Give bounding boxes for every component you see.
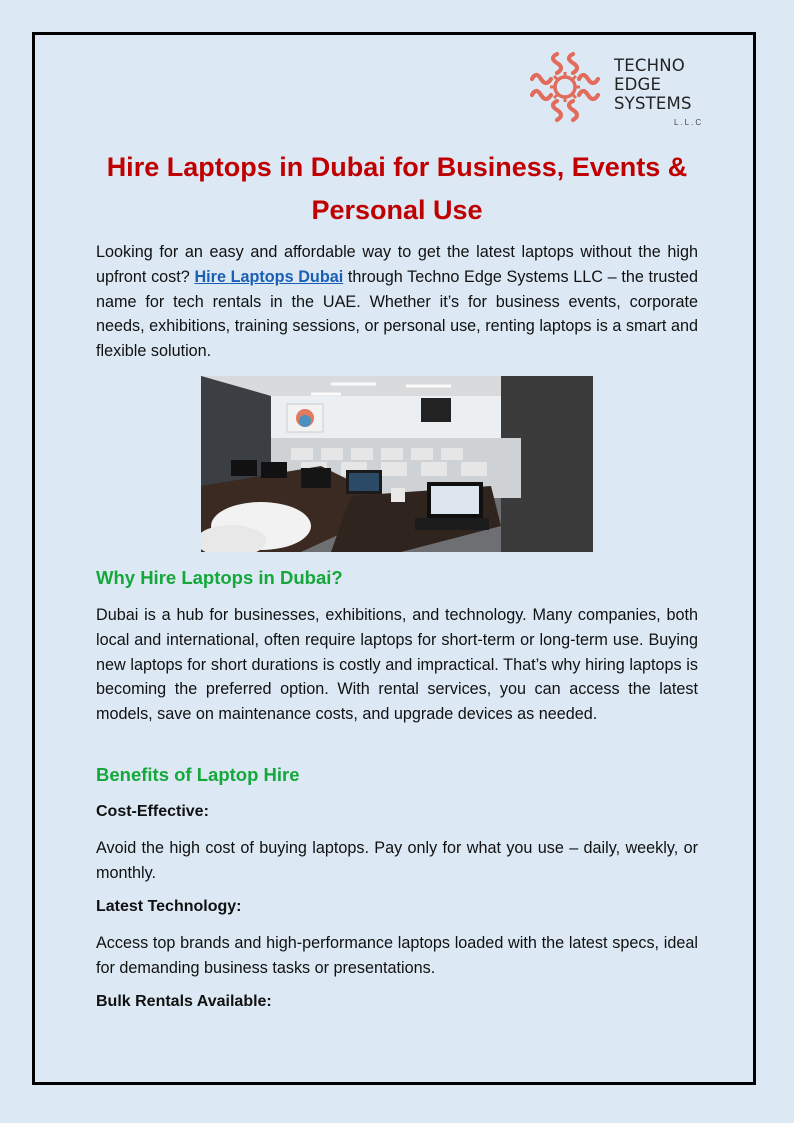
section-heading-why-hire: Why Hire Laptops in Dubai? bbox=[96, 567, 343, 588]
logo-mark-icon bbox=[524, 46, 606, 128]
intro-text-before: Looking for an easy and affordable way to get the latest laptops without the high upfront cost? bbox=[96, 243, 698, 286]
classroom-laptops-photo bbox=[201, 376, 593, 552]
benefit-title-bulk-rentals: Bulk Rentals Available: bbox=[96, 993, 272, 1010]
logo-line-edge: EDGE bbox=[614, 75, 662, 94]
company-logo bbox=[524, 44, 704, 130]
hire-laptops-dubai-link[interactable]: Hire Laptops Dubai bbox=[194, 267, 344, 286]
logo-line-techno: TECHNO bbox=[614, 56, 685, 75]
benefit-body-latest-technology: Access top brands and high-performance laptops loaded with the latest specs, ideal for demanding business tasks or presentations. bbox=[96, 934, 698, 977]
benefit-title-cost-effective: Cost-Effective: bbox=[96, 803, 209, 820]
logo-line-systems: SYSTEMS bbox=[614, 94, 692, 113]
section-heading-benefits: Benefits of Laptop Hire bbox=[96, 764, 300, 785]
benefit-title-latest-technology: Latest Technology: bbox=[96, 898, 242, 915]
benefit-body-cost-effective: Avoid the high cost of buying laptops. Pay only for what you use – daily, weekly, or monthly. bbox=[96, 839, 698, 882]
intro-paragraph bbox=[96, 240, 698, 364]
page-title: Hire Laptops in Dubai for Business, Events & Personal Use bbox=[106, 152, 688, 225]
why-hire-paragraph: Dubai is a hub for businesses, exhibitions, and technology. Many companies, both local and international, often require laptops for short-term or long-term use. Buying new laptops for short durations is costly and impractical. That’s why hiring laptops is becoming the preferred option. With rental services, you can access the latest models, save on maintenance costs, and upgrade devices as needed. bbox=[96, 606, 698, 724]
intro-text-after: through Techno Edge Systems LLC – the trusted name for tech rentals in the UAE. Whether it’s for business events, corporate needs, exhibitions, training sessions, or personal use, renting laptops is a smart and flexible solution. bbox=[96, 267, 698, 361]
logo-suffix: L.L.C bbox=[674, 118, 704, 127]
